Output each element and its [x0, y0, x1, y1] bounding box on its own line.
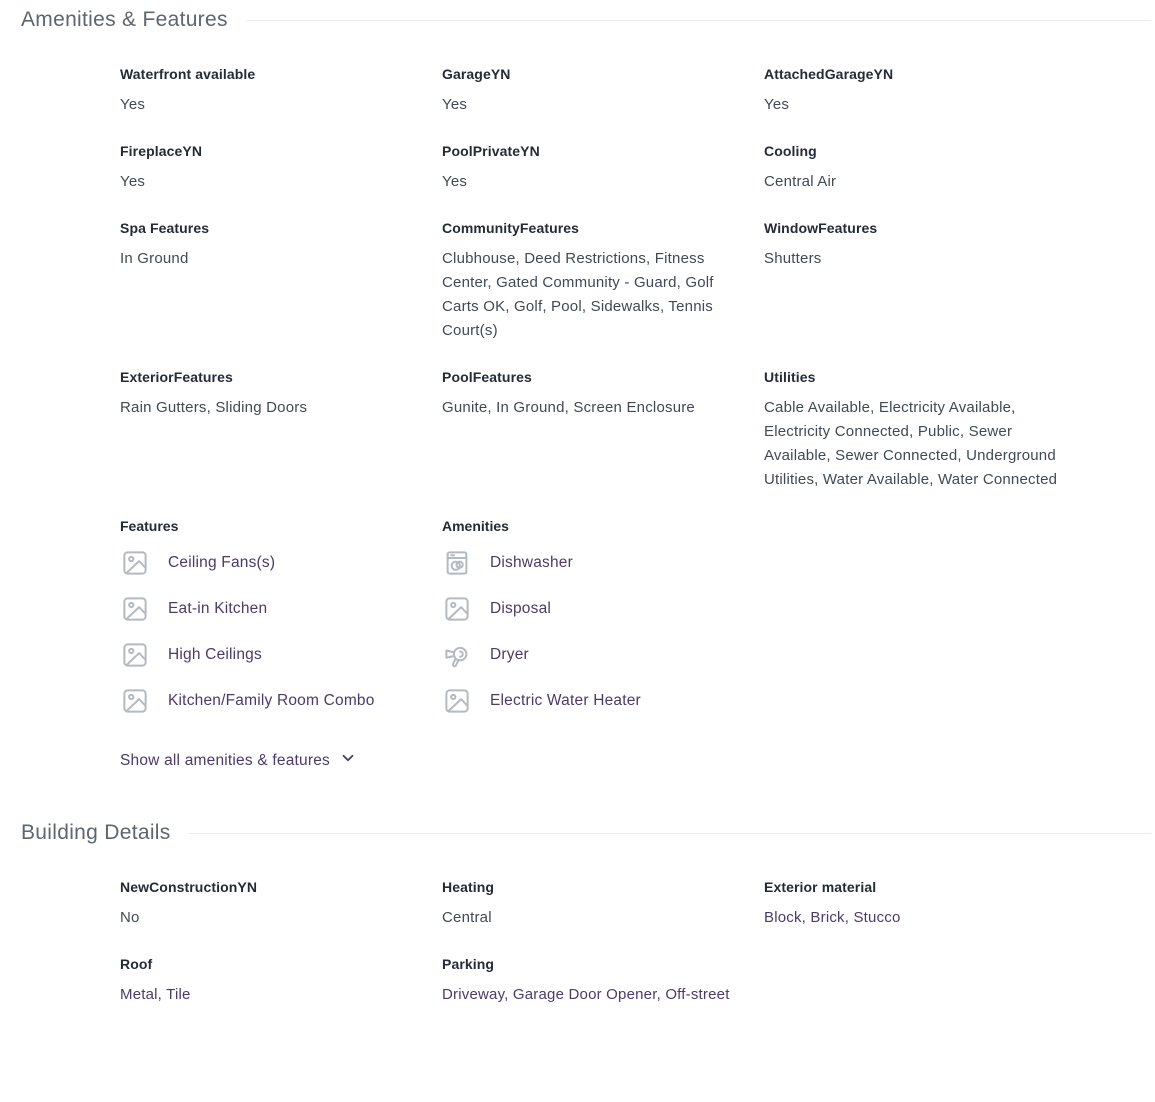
field-waterfront-available: [120, 66, 442, 117]
field-value[interactable]: Driveway, Garage Door Opener, Off-street: [442, 986, 730, 1003]
field-label: PoolFeatures: [442, 369, 532, 385]
field-poolfeatures: [442, 369, 764, 492]
feature-list-label: Features: [120, 518, 179, 534]
field-newconstructionyn: [120, 879, 442, 930]
building-section-header: [0, 821, 1155, 845]
show-all-label: Show all amenities & features: [120, 751, 330, 769]
field-label: Utilities: [764, 369, 816, 385]
field-cooling: [764, 143, 1086, 194]
field-label: Roof: [120, 956, 153, 972]
field-value: Clubhouse, Deed Restrictions, Fitness Center, Gated Community - Guard, Golf Carts OK, Golf, Pool, Sidewalks, Tennis Court(s): [442, 250, 714, 339]
field-value: Shutters: [764, 250, 822, 267]
image-placeholder-icon: [120, 548, 150, 578]
field-label: GarageYN: [442, 66, 511, 82]
building-section-title: Building Details: [21, 821, 171, 844]
amenities-section-body: [120, 66, 1155, 771]
feature-item-dryer[interactable]: [442, 640, 764, 670]
amenities-section-title: Amenities & Features: [21, 8, 228, 31]
image-placeholder-icon: [442, 686, 472, 716]
field-label: PoolPrivateYN: [442, 143, 540, 159]
amenities-section-header: [0, 8, 1155, 32]
field-value: Yes: [120, 173, 146, 190]
field-value: Yes: [120, 96, 146, 113]
field-value: Gunite, In Ground, Screen Enclosure: [442, 399, 695, 416]
field-label: Parking: [442, 956, 495, 972]
feature-item-label: Dishwasher: [490, 554, 573, 571]
field-label: Cooling: [764, 143, 817, 159]
field-value: Yes: [442, 96, 468, 113]
image-placeholder-icon: [442, 594, 472, 624]
feature-item-label: High Ceilings: [168, 646, 262, 663]
dishwasher-icon: [442, 548, 472, 578]
field-label: Waterfront available: [120, 66, 256, 82]
image-placeholder-icon: [120, 594, 150, 624]
show-all-amenities-button[interactable]: [120, 750, 356, 771]
field-value: Yes: [442, 173, 468, 190]
feature-item-dishwasher[interactable]: [442, 548, 764, 578]
field-label: NewConstructionYN: [120, 879, 258, 895]
image-placeholder-icon: [120, 686, 150, 716]
field-windowfeatures: [764, 220, 1086, 343]
feature-item-label: Eat-in Kitchen: [168, 600, 268, 617]
field-parking: [442, 956, 764, 1007]
field-label: Heating: [442, 879, 495, 895]
field-exterior-material: [764, 879, 1086, 930]
field-value: Yes: [764, 96, 790, 113]
field-value: No: [120, 909, 140, 926]
building-details-section: [0, 813, 1155, 1007]
feature-lists-row: [120, 518, 1155, 732]
feature-item-electric-water-heater[interactable]: [442, 686, 764, 716]
field-value: In Ground: [120, 250, 189, 267]
field-poolprivateyn: [442, 143, 764, 194]
field-value: Cable Available, Electricity Available, Electricity Connected, Public, Sewer Available, Sewer Connected, Underground Utilities, Water Available, Water Connected: [764, 399, 1058, 488]
field-attachedgarageyn: [764, 66, 1086, 117]
feature-item-label: Ceiling Fans(s): [168, 554, 276, 571]
field-value: Central Air: [764, 173, 837, 190]
field-label: AttachedGarageYN: [764, 66, 894, 82]
image-placeholder-icon: [120, 640, 150, 670]
field-heating: [442, 879, 764, 930]
feature-item-eat-in-kitchen[interactable]: [120, 594, 442, 624]
feature-item-label: Dryer: [490, 646, 529, 663]
amenities-fields-grid: [120, 66, 1155, 492]
field-spa-features: [120, 220, 442, 343]
building-section-body: [120, 879, 1155, 1007]
field-communityfeatures: [442, 220, 764, 343]
feature-list-features: [120, 518, 442, 732]
hair-dryer-icon: [442, 640, 472, 670]
feature-item-label: Disposal: [490, 600, 552, 617]
feature-list-amenities: [442, 518, 764, 732]
field-garageyn: [442, 66, 764, 117]
field-label: Exterior material: [764, 879, 877, 895]
feature-item-label: Kitchen/Family Room Combo: [168, 692, 375, 709]
field-value: Rain Gutters, Sliding Doors: [120, 399, 308, 416]
section-divider-line: [246, 20, 1151, 21]
field-value: Central: [442, 909, 492, 926]
feature-item-kitchen-family-room-combo[interactable]: [120, 686, 442, 716]
section-divider-line: [189, 833, 1151, 834]
field-value[interactable]: Metal, Tile: [120, 986, 191, 1003]
feature-item-high-ceilings[interactable]: [120, 640, 442, 670]
building-fields-grid: [120, 879, 1155, 1007]
feature-item-ceiling-fans-s[interactable]: [120, 548, 442, 578]
chevron-down-icon: [330, 750, 356, 771]
field-label: WindowFeatures: [764, 220, 878, 236]
feature-item-disposal[interactable]: [442, 594, 764, 624]
field-exteriorfeatures: [120, 369, 442, 492]
field-label: ExteriorFeatures: [120, 369, 233, 385]
field-fireplaceyn: [120, 143, 442, 194]
field-roof: [120, 956, 442, 1007]
field-label: CommunityFeatures: [442, 220, 580, 236]
field-label: FireplaceYN: [120, 143, 203, 159]
field-label: Spa Features: [120, 220, 210, 236]
field-utilities: [764, 369, 1086, 492]
feature-item-label: Electric Water Heater: [490, 692, 641, 709]
field-value[interactable]: Block, Brick, Stucco: [764, 909, 901, 926]
feature-list-label: Amenities: [442, 518, 509, 534]
